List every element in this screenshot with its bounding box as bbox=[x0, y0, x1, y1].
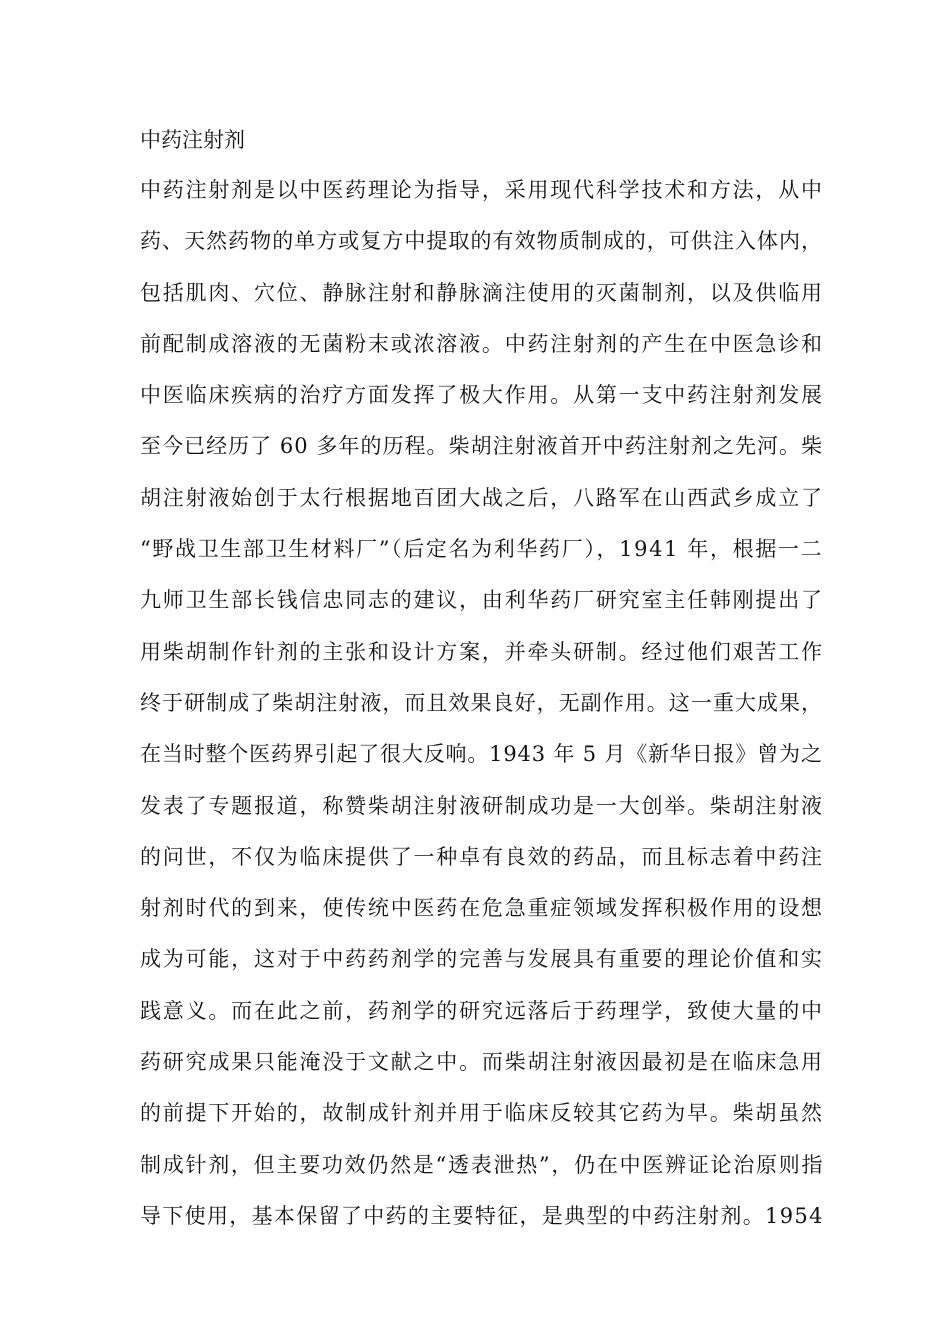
text-line: 制成针剂，但主要功效仍然是“透表泄热”，仍在中医辨证论治原则指 bbox=[140, 1152, 825, 1177]
text-line: 至今已经历了 60 多年的历程。柴胡注射液首开中药注射剂之先河。柴 bbox=[140, 434, 824, 459]
text-line: 导下使用，基本保留了中药的主要特征，是典型的中药注射剂。1954 bbox=[140, 1203, 824, 1228]
text-line: 中医临床疾病的治疗方面发挥了极大作用。从第一支中药注射剂发展 bbox=[140, 383, 824, 408]
text-line: 九师卫生部长钱信忠同志的建议，由利华药厂研究室主任韩刚提出了 bbox=[140, 588, 824, 613]
text-line: 用柴胡制作针剂的主张和设计方案，并牵头研制。经过他们艰苦工作 bbox=[140, 639, 824, 664]
text-line: 药研究成果只能淹没于文献之中。而柴胡注射液因最初是在临床急用 bbox=[140, 1050, 824, 1075]
text-line: 发表了专题报道，称赞柴胡注射液研制成功是一大创举。柴胡注射液 bbox=[140, 793, 824, 818]
text-line: 的前提下开始的，故制成针剂并用于临床反较其它药为早。柴胡虽然 bbox=[140, 1101, 824, 1126]
text-line: 践意义。而在此之前，药剂学的研究远落后于药理学，致使大量的中 bbox=[140, 998, 824, 1023]
text-line: 射剂时代的到来，使传统中医药在危急重症领域发挥积极作用的设想 bbox=[140, 896, 824, 921]
text-line: “野战卫生部卫生材料厂”（后定名为利华药厂），1941 年，根据一二 bbox=[140, 537, 824, 562]
text-line: 包括肌肉、穴位、静脉注射和静脉滴注使用的灭菌制剂，以及供临用 bbox=[140, 280, 824, 305]
document-body bbox=[140, 165, 830, 1242]
text-line: 药、天然药物的单方或复方中提取的有效物质制成的，可供注入体内， bbox=[140, 229, 824, 254]
text-line: 中药注射剂是以中医药理论为指导，采用现代科学技术和方法，从中 bbox=[140, 178, 824, 202]
text-line: 在当时整个医药界引起了很大反响。1943 年 5 月《新华日报》曾为之 bbox=[140, 742, 823, 767]
text-line: 胡注射液始创于太行根据地百团大战之后，八路军在山西武乡成立了 bbox=[140, 485, 824, 510]
text-line: 的问世，不仅为临床提供了一种卓有良效的药品，而且标志着中药注 bbox=[140, 844, 824, 869]
text-line: 终于研制成了柴胡注射液，而且效果良好，无副作用。这一重大成果， bbox=[140, 690, 824, 715]
document-title: 中药注射剂 bbox=[140, 128, 245, 152]
text-line: 前配制成溶液的无菌粉末或浓溶液。中药注射剂的产生在中医急诊和 bbox=[140, 331, 824, 356]
text-line: 成为可能，这对于中药药剂学的完善与发展具有重要的理论价值和实 bbox=[140, 947, 824, 972]
